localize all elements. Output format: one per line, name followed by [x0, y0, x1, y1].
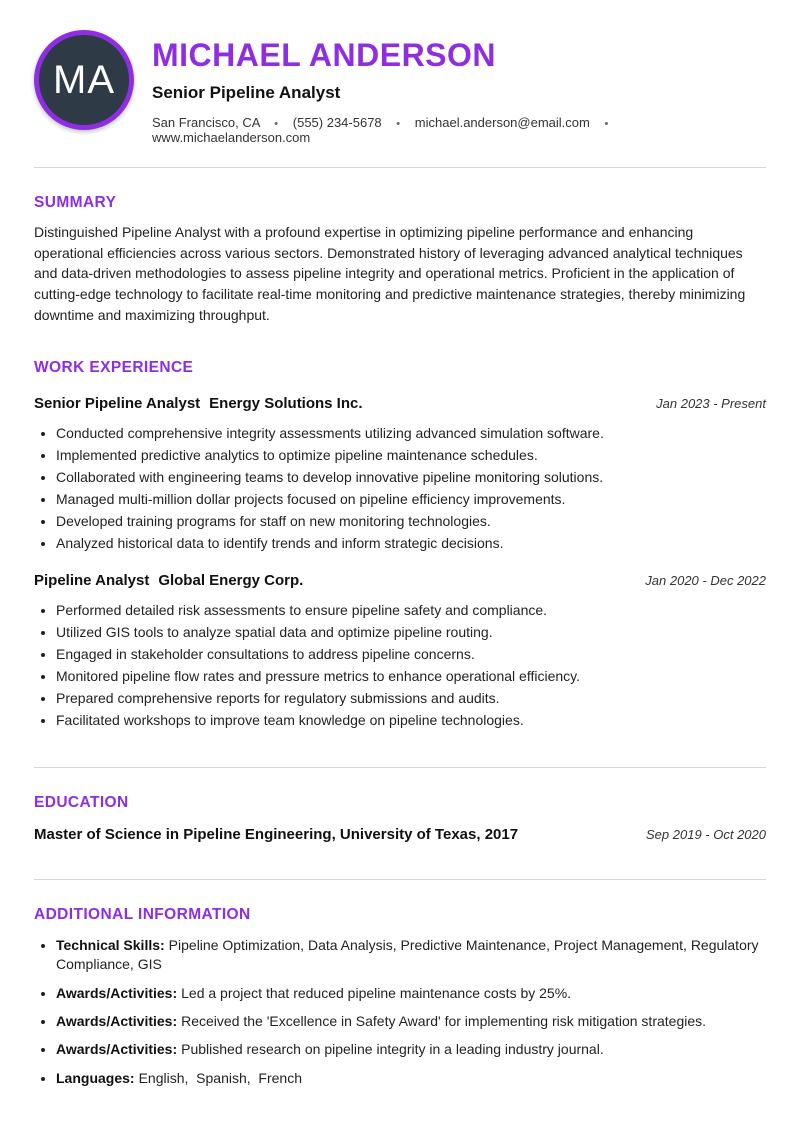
job-dates: Jan 2023 - Present [656, 396, 766, 412]
info-item [56, 936, 766, 975]
contact-website: www.michaelanderson.com [152, 130, 311, 146]
contact-email: michael.anderson@email.com [414, 115, 590, 131]
dot-separator-icon [604, 115, 608, 130]
job-bullet: • Developed training programs for staff on new monitoring technologies. [56, 510, 766, 532]
education-section [34, 794, 766, 843]
info-text: Received the 'Excellence in Safety Award' for implementing risk mitigation strategies. [181, 1013, 707, 1030]
job-title: Senior Pipeline Analyst [34, 395, 201, 413]
additional-information-heading: ADDITIONAL INFORMATION [34, 906, 251, 924]
resume-header [34, 30, 766, 168]
avatar [34, 30, 134, 130]
section-divider [34, 879, 766, 880]
info-label: Technical Skills: [56, 937, 165, 954]
info-label: Awards/Activities: [56, 984, 178, 1001]
education-entry [34, 826, 766, 843]
education-dates: Sep 2019 - Oct 2020 [646, 827, 766, 843]
summary-heading: SUMMARY [34, 194, 117, 212]
info-text: Pipeline Optimization, Data Analysis, Predictive Maintenance, Project Management, Regulatory Compliance, GIS [56, 937, 763, 973]
info-text: Published research on pipeline integrity in a leading industry journal. [181, 1041, 604, 1058]
info-item [56, 1069, 766, 1088]
job-bullet: • Managed multi-million dollar projects focused on pipeline efficiency improvements. [56, 488, 766, 510]
dot-separator-icon [274, 115, 278, 130]
info-label: Languages: [56, 1069, 135, 1086]
job-company: Global Energy Corp. [158, 572, 304, 590]
job-bullet: • Conducted comprehensive integrity assessments utilizing advanced simulation software. [56, 422, 766, 444]
dot-separator-icon [396, 115, 400, 130]
work-experience-heading: WORK EXPERIENCE [34, 359, 194, 377]
job-bullet: • Prepared comprehensive reports for regulatory submissions and audits. [56, 687, 766, 709]
job-entry [34, 572, 766, 731]
job-header [34, 395, 766, 412]
additional-info-list [34, 936, 766, 1088]
info-item [56, 1012, 766, 1031]
job-entry [34, 395, 766, 554]
header-text [152, 30, 766, 145]
work-experience-section [34, 359, 766, 731]
section-divider [34, 767, 766, 768]
contact-phone: (555) 234-5678 [292, 115, 382, 131]
job-bullet: • Collaborated with engineering teams to develop innovative pipeline monitoring solutions. [56, 466, 766, 488]
job-dates: Jan 2020 - Dec 2022 [645, 573, 766, 589]
job-header [34, 572, 766, 589]
job-bullet: • Engaged in stakeholder consultations to address pipeline concerns. [56, 643, 766, 665]
job-bullet-list [34, 599, 766, 731]
info-item [56, 984, 766, 1003]
education-degree: Master of Science in Pipeline Engineering, University of Texas, 2017 [34, 826, 519, 844]
contact-row [152, 115, 766, 145]
job-company: Energy Solutions Inc. [209, 395, 363, 413]
info-label: Awards/Activities: [56, 1013, 178, 1030]
info-label: Awards/Activities: [56, 1041, 178, 1058]
job-bullet: • Implemented predictive analytics to optimize pipeline maintenance schedules. [56, 444, 766, 466]
job-bullet: • Monitored pipeline flow rates and pressure metrics to enhance operational efficiency. [56, 665, 766, 687]
person-title: Senior Pipeline Analyst [152, 83, 341, 103]
job-title-line [34, 395, 363, 412]
job-bullet-list [34, 422, 766, 554]
summary-text: Distinguished Pipeline Analyst with a profound expertise in optimizing pipeline performance and enhancing operational efficiencies across various sectors. Demonstrated history of leveraging advanced analytical techniques and data-driven methodologies to assess pipeline integrity and operational metrics. Proficient in the application of cutting-edge technology to facilitate real-time monitoring and predictive maintenance strategies, thereby minimizing downtime and maximizing throughput. [34, 224, 746, 323]
contact-location: San Francisco, CA [152, 115, 260, 131]
summary-section [34, 194, 766, 325]
person-name: MICHAEL ANDERSON [152, 37, 497, 73]
job-bullet: • Analyzed historical data to identify trends and inform strategic decisions. [56, 532, 766, 554]
info-item [56, 1040, 766, 1059]
info-text: Led a project that reduced pipeline maintenance costs by 25%. [181, 984, 572, 1001]
additional-information-section [34, 906, 766, 1088]
info-text: English, Spanish, French [138, 1069, 302, 1086]
job-bullet: • Performed detailed risk assessments to ensure pipeline safety and compliance. [56, 599, 766, 621]
avatar-initials: MA [53, 57, 115, 102]
job-title: Pipeline Analyst [34, 572, 150, 590]
job-bullet: • Utilized GIS tools to analyze spatial data and optimize pipeline routing. [56, 621, 766, 643]
job-title-line [34, 572, 303, 589]
education-heading: EDUCATION [34, 794, 129, 812]
job-bullet: • Facilitated workshops to improve team knowledge on pipeline technologies. [56, 709, 766, 731]
